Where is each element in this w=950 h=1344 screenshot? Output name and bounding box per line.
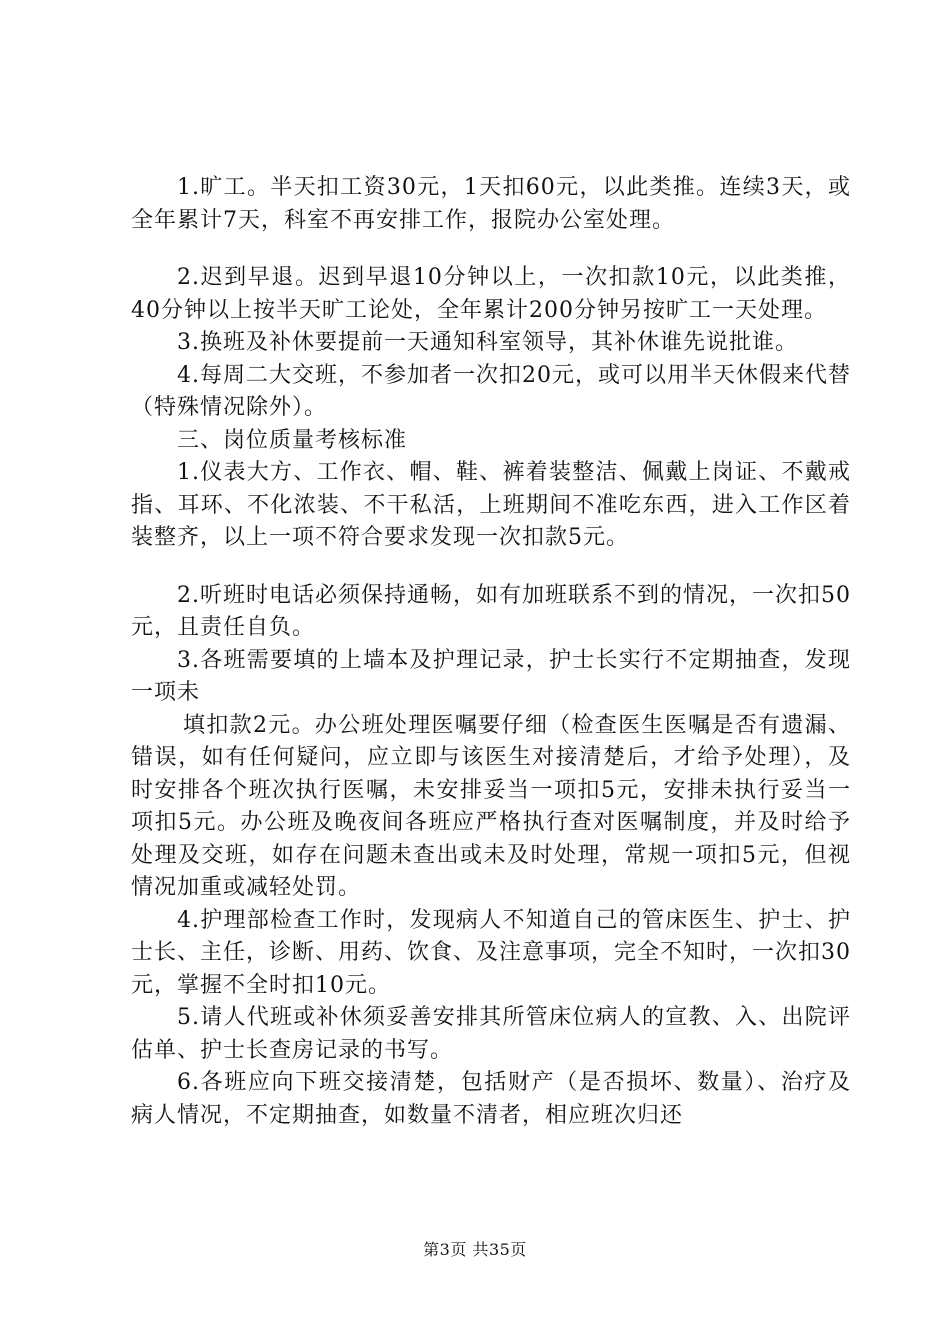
page-number-footer: 第3页 共35页: [423, 1240, 527, 1259]
section-heading-quality-standards: 三、岗位质量考核标准: [177, 427, 408, 453]
paragraph-on-call-phone: 2.听班时电话必须保持通畅，如有加班联系不到的情况，一次扣50元，且责任自负。: [131, 582, 851, 640]
paragraph-handover-property: 6.各班应向下班交接清楚，包括财产（是否损坏、数量）、治疗及病人情况，不定期抽查，如数量不清者，相应班次归还: [131, 1070, 851, 1128]
document-body: [131, 172, 851, 1132]
paragraph-substitute-shift: 5.请人代班或补休须妥善安排其所管床位病人的宣教、入、出院评估单、护士长查房记录的书写。: [131, 1005, 851, 1063]
paragraph-absenteeism: 1.旷工。半天扣工资30元，1天扣60元，以此类推。连续3天，或全年累计7天，科室不再安排工作，报院办公室处理。: [131, 175, 851, 233]
paragraph-records-check: 3.各班需要填的上墙本及护理记录，护士长实行不定期抽查，发现一项未: [131, 647, 851, 705]
paragraph-patient-knowledge: 4.护理部检查工作时，发现病人不知道自己的管床医生、护士、护士长、主任，诊断、用药、饮食、及注意事项，完全不知时，一次扣30元，掌握不全时扣10元。: [131, 907, 851, 998]
paragraph-shift-swap: 3.换班及补休要提前一天通知科室领导，其补休谁先说批谁。: [177, 330, 798, 355]
paragraph-orders-handling: 填扣款2元。办公班处理医嘱要仔细（检查医生医嘱是否有遗漏、错误，如有任何疑问，应立即与该医生对接清楚后，才给予处理），及时安排各个班次执行医嘱，未安排妥当一项扣5元，安排未执行妥当一项扣5元。办公班及晚夜间各班应严格执行查对医嘱制度，并及时给予处理及交班，如存在问题未查出或未及时处理，常规一项扣5元，但视情况加重或减轻处罚。: [131, 712, 851, 900]
paragraph-late-early-leave: 2.迟到早退。迟到早退10分钟以上，一次扣款10元，以此类推，40分钟以上按半天旷工论处，全年累计200分钟另按旷工一天处理。: [131, 265, 851, 323]
paragraph-weekly-handover: 4.每周二大交班，不参加者一次扣20元，或可以用半天休假来代替（特殊情况除外）。: [131, 362, 851, 420]
paragraph-appearance: 1.仪表大方、工作衣、帽、鞋、裤着装整洁、佩戴上岗证、不戴戒指、耳环、不化浓装、不干私活，上班期间不准吃东西，进入工作区着装整齐，以上一项不符合要求发现一次扣款5元。: [131, 460, 851, 550]
